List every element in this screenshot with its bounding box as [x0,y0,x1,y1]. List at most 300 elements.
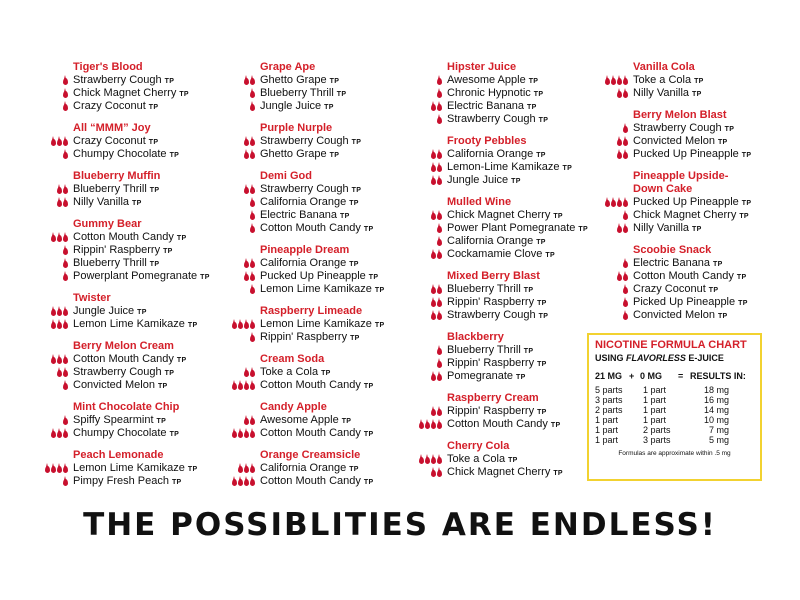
tp-mark: TP [156,418,167,425]
recipe-title: Tiger's Blood [73,61,143,73]
drop-count [374,222,442,235]
chart-title: NICOTINE FORMULA CHART [595,339,747,351]
drop-icon [431,313,436,320]
formula-result: 16 mg [703,395,729,405]
drop-count [187,196,255,209]
ingredient-line [0,366,180,379]
drop-icon [437,470,442,477]
ingredient-line [187,222,374,235]
drop-icon [623,152,628,159]
drop-icon [425,457,430,464]
drop-icon [437,361,442,368]
tp-mark: TP [163,248,173,255]
drop-count [0,379,68,392]
recipe-title: Cherry Cola [447,440,510,452]
flavor-label: Cotton Mouth Candy [260,379,361,391]
tp-mark: TP [349,466,359,473]
flavor-name [447,344,533,358]
formula-21mg-parts: 2 parts [595,405,623,415]
ingredient-line [0,135,180,148]
formula-row [595,425,733,435]
flavor-name [260,379,373,393]
flavor-label: Strawberry Cough [633,122,722,134]
drop-icon [57,139,62,146]
flavor-name [260,318,384,332]
drop-icon [57,370,62,377]
ingredient-line [374,344,554,357]
drop-count [187,183,255,196]
flavor-name [260,183,361,197]
drop-icon [437,287,442,294]
drop-count [0,427,68,440]
flavor-name [447,418,560,432]
recipe-title: Pineapple Upside- Down Cake [633,170,729,195]
recipe-column-2 [187,61,385,497]
ingredient-line [187,209,367,222]
tp-mark: TP [176,357,187,364]
recipe-title: Cream Soda [260,353,325,365]
recipe-title: Orange Creamsicle [260,449,361,461]
flavor-label: Rippin' Raspberry [447,357,535,369]
ingredient-line [374,466,563,479]
ingredient-line [187,366,367,379]
drop-icon [250,274,255,281]
flavor-name [447,209,563,223]
drop-icon [623,91,628,98]
flavor-label: Strawberry Cough [73,366,162,378]
recipe-title: Blackberry [447,331,504,343]
recipe-title: Peach Lemonade [73,449,164,461]
tp-mark: TP [374,322,385,329]
flavor-name [73,462,197,476]
flavor-label: Convicted Melon [633,135,715,147]
flavor-name [447,370,526,384]
flavor-label: Cotton Mouth Candy [633,270,734,282]
drop-icon [238,466,243,473]
drop-icon [63,274,68,281]
head-equals: = [678,371,684,381]
flavor-label: Chumpy Chocolate [73,427,167,439]
formula-row [595,395,733,405]
drop-icon [57,357,62,364]
tp-mark: TP [553,213,563,220]
flavor-label: Pucked Up Pineapple [260,270,366,282]
drop-icon [617,78,622,85]
ingredient-line [374,74,554,87]
recipe-block [187,122,367,161]
drop-icon [244,322,249,329]
drop-count [187,209,255,222]
drop-icon [419,457,424,464]
drop-icon [437,313,442,320]
tp-mark: TP [738,300,748,307]
drop-count [0,135,68,148]
drop-icon [63,187,68,194]
flavor-name [73,318,197,332]
ingredient-line [560,122,740,135]
flavor-label: Awesome Apple [447,74,526,86]
tp-mark: TP [692,91,702,98]
drop-icon [623,261,628,268]
drop-icon [51,139,56,146]
ingredient-line [187,427,374,440]
drop-icon [437,252,442,259]
ingredient-line [187,87,367,100]
tp-mark: TP [527,104,537,111]
drop-icon [51,431,56,438]
ingredient-line [560,148,752,161]
drop-icon [437,213,442,220]
flavor-name [633,209,749,223]
drop-count [0,183,68,196]
drop-count [374,248,442,261]
ingredient-line [187,100,367,113]
ingredient-line [560,74,740,87]
flavor-label: Lemon Lime Kamikaze [73,318,185,330]
drop-icon [45,466,50,473]
flavor-label: Rippin' Raspberry [447,296,535,308]
ingredient-line [560,196,752,209]
flavor-label: Lemon Lime Kamikaze [73,462,185,474]
recipe-block [374,440,563,479]
tp-mark: TP [341,418,352,425]
drop-count [0,318,68,331]
drop-count [187,475,255,488]
drop-icon [244,187,249,194]
recipe-column-3 [374,61,588,488]
flavor-label: California Orange [447,235,534,247]
drop-icon [425,422,430,429]
drop-icon [617,139,622,146]
recipe-block [187,170,374,235]
ingredient-line [374,296,554,309]
recipe-title: Candy Apple [260,401,327,413]
recipe-title: Frooty Pebbles [447,135,527,147]
tp-mark: TP [523,287,534,294]
drop-icon [250,226,255,233]
drop-icon [51,309,56,316]
drop-icon [437,374,442,381]
recipe-block [187,61,367,113]
drop-icon [437,78,442,85]
ingredient-line [374,309,554,322]
drop-count [374,74,442,87]
formula-row [595,385,733,395]
flavor-label: Cotton Mouth Candy [260,427,361,439]
drop-icon [244,479,249,486]
drop-count [187,318,255,331]
tp-mark: TP [553,470,563,477]
formula-row [595,405,733,415]
drop-icon [437,457,442,464]
flavor-name [260,135,361,149]
ingredient-line [560,135,740,148]
flavor-name [73,100,158,114]
drop-icon [437,239,442,246]
formula-21mg-parts: 1 part [595,435,619,445]
formula-0mg-parts: 1 part [643,395,667,405]
drop-count [0,74,68,87]
flavor-label: Jungle Juice [447,174,509,186]
tp-mark: TP [374,287,385,294]
flavor-name [73,196,142,210]
nicotine-formula-chart [587,333,762,481]
recipe-block [0,170,180,209]
tp-mark: TP [717,313,728,320]
drop-icon [63,466,68,473]
flavor-name [447,453,518,467]
tp-mark: TP [537,409,547,416]
flavor-name [73,366,174,380]
recipe-title: Twister [73,292,111,304]
drop-icon [57,309,62,316]
drop-count [374,357,442,370]
drop-count [187,270,255,283]
drop-icon [244,431,249,438]
tp-mark: TP [329,78,340,85]
flavor-name [633,309,727,323]
flavor-label: Toke a Cola [633,74,692,86]
flavor-label: Strawberry Cough [447,309,536,321]
drop-icon [623,313,628,320]
flavor-label: Awesome Apple [260,414,339,426]
drop-icon [437,165,442,172]
ingredient-line [187,462,367,475]
recipe-title: Blueberry Muffin [73,170,161,182]
drop-icon [250,261,255,268]
ingredient-line [374,248,554,261]
drop-count [187,148,255,161]
flavor-name [73,353,186,367]
chart-subtitle [595,352,754,364]
drop-icon [63,418,68,425]
ingredient-line [187,270,379,283]
tp-mark: TP [523,348,534,355]
drop-icon [63,357,68,364]
flavor-label: Jungle Juice [73,305,135,317]
drop-icon [437,348,442,355]
chart-note: Formulas are approximate within .5 mg [618,450,731,457]
tp-mark: TP [516,374,526,381]
flavor-name [633,122,734,136]
drop-icon [63,248,68,255]
ingredient-line [374,113,554,126]
recipe-block [0,292,198,331]
recipe-title: Hipster Juice [447,61,517,73]
drop-icon [437,422,442,429]
drop-icon [250,139,255,146]
flavor-label: Pomegranate [447,370,514,382]
drop-icon [63,78,68,85]
drop-count [187,427,255,440]
recipe-block [0,401,180,440]
ingredient-line [374,283,554,296]
ingredient-line [0,353,187,366]
recipe-title: Raspberry Limeade [260,305,363,317]
formula-0mg-parts: 3 parts [643,435,671,445]
flavor-name [260,270,378,284]
head-21mg: 21 MG [595,371,623,381]
drop-icon [431,374,436,381]
drop-icon [431,104,436,111]
tp-mark: TP [169,152,180,159]
tp-mark: TP [562,165,573,172]
flavor-name [73,183,159,197]
flavor-name [73,231,186,245]
tp-mark: TP [321,370,331,377]
tp-mark: TP [692,226,702,233]
formula-21mg-parts: 5 parts [595,385,623,395]
formula-result: 5 mg [708,435,729,445]
tp-mark: TP [363,479,374,486]
ingredient-line [374,148,554,161]
flavor-name [633,257,723,271]
drop-icon [244,274,249,281]
drop-count [0,100,68,113]
recipe-block [187,353,374,392]
drop-icon [623,213,628,220]
ingredient-line [374,370,554,383]
ingredient-line [187,414,367,427]
ingredient-line [0,427,180,440]
head-plus: + [629,371,635,381]
recipe-block [560,170,752,235]
drop-icon [244,370,249,377]
drop-icon [431,165,436,172]
recipe-block [374,270,554,322]
formula-0mg-parts: 1 part [643,385,667,395]
recipe-title: Grape Ape [260,61,316,73]
drop-count [560,87,628,100]
recipe-block [374,196,588,261]
flavor-label: Jungle Juice [260,100,322,112]
ingredient-line [374,87,554,100]
tp-mark: TP [508,457,518,464]
drop-icon [51,357,56,364]
tp-mark: TP [528,78,539,85]
drop-count [560,135,628,148]
drop-icon [63,431,68,438]
formula-row [595,435,733,445]
drop-icon [63,91,68,98]
drop-icon [623,300,628,307]
drop-count [0,475,68,488]
tp-mark: TP [164,78,175,85]
flavor-label: Lemon Lime Kamikaze [260,283,372,295]
flavor-label: Ghetto Grape [260,148,327,160]
ingredient-line [374,357,554,370]
flavor-label: Blueberry Thrill [447,344,521,356]
drop-icon [623,226,628,233]
ingredient-line [0,74,180,87]
drop-count [374,283,442,296]
drop-icon [63,139,68,146]
drop-icon [617,152,622,159]
tp-mark: TP [511,178,521,185]
flavor-label: Crazy Coconut [73,100,146,112]
flavor-label: Nilly Vanilla [73,196,130,208]
flavor-label: California Orange [260,196,347,208]
flavor-label: California Orange [260,462,347,474]
ingredient-line [187,74,367,87]
recipe-title: Raspberry Cream [447,392,539,404]
drop-icon [431,152,436,159]
ingredient-line [187,196,367,209]
flavor-name [260,209,350,223]
flavor-label: Toke a Cola [260,366,319,378]
ingredient-line [0,183,180,196]
flavor-name [73,244,173,258]
tp-mark: TP [363,226,374,233]
formula-0mg-parts: 1 part [643,415,667,425]
recipe-block [0,218,210,283]
drop-icon [238,431,243,438]
drop-icon [244,152,249,159]
drop-count [0,244,68,257]
flavor-label: Strawberry Cough [73,74,162,86]
tp-mark: TP [708,287,719,294]
drop-icon [63,479,68,486]
drop-count [187,379,255,392]
flavor-name [633,270,746,284]
drop-count [187,222,255,235]
drop-icon [238,479,243,486]
ingredient-line [560,209,749,222]
flavor-label: Strawberry Cough [260,183,349,195]
tp-mark: TP [739,213,749,220]
flavor-label: Blueberry Thrill [447,283,521,295]
drop-count [374,87,442,100]
drop-count [560,148,628,161]
formula-21mg-parts: 3 parts [595,395,623,405]
flavor-label: Blueberry Thrill [260,87,334,99]
drop-count [374,235,442,248]
tp-mark: TP [538,117,549,124]
drop-icon [244,261,249,268]
drop-icon [232,431,237,438]
flavor-label: Chumpy Chocolate [73,148,167,160]
drop-icon [232,383,237,390]
drop-count [374,405,442,418]
flavor-name [260,283,384,297]
tp-mark: TP [578,226,588,233]
drop-icon [57,235,62,242]
drop-icon [57,187,62,194]
drop-count [374,370,442,383]
ingredient-line [374,100,554,113]
tp-mark: TP [538,313,549,320]
flavor-label: Picked Up Pineapple [633,296,736,308]
drop-count [374,148,442,161]
flavor-name [633,148,751,162]
ingredient-line [374,222,588,235]
ingredient-line [187,135,367,148]
drop-icon [611,200,616,207]
ingredient-line [374,174,554,187]
recipe-title: Mixed Berry Blast [447,270,540,282]
drop-icon [250,370,255,377]
drop-count [0,196,68,209]
tp-mark: TP [724,126,735,133]
drop-icon [431,178,436,185]
drop-icon [623,274,628,281]
drop-count [0,414,68,427]
tp-mark: TP [171,479,182,486]
drop-icon [437,178,442,185]
formula-result: 18 mg [703,385,729,395]
flavor-name [447,113,548,127]
flavor-name [447,357,547,371]
